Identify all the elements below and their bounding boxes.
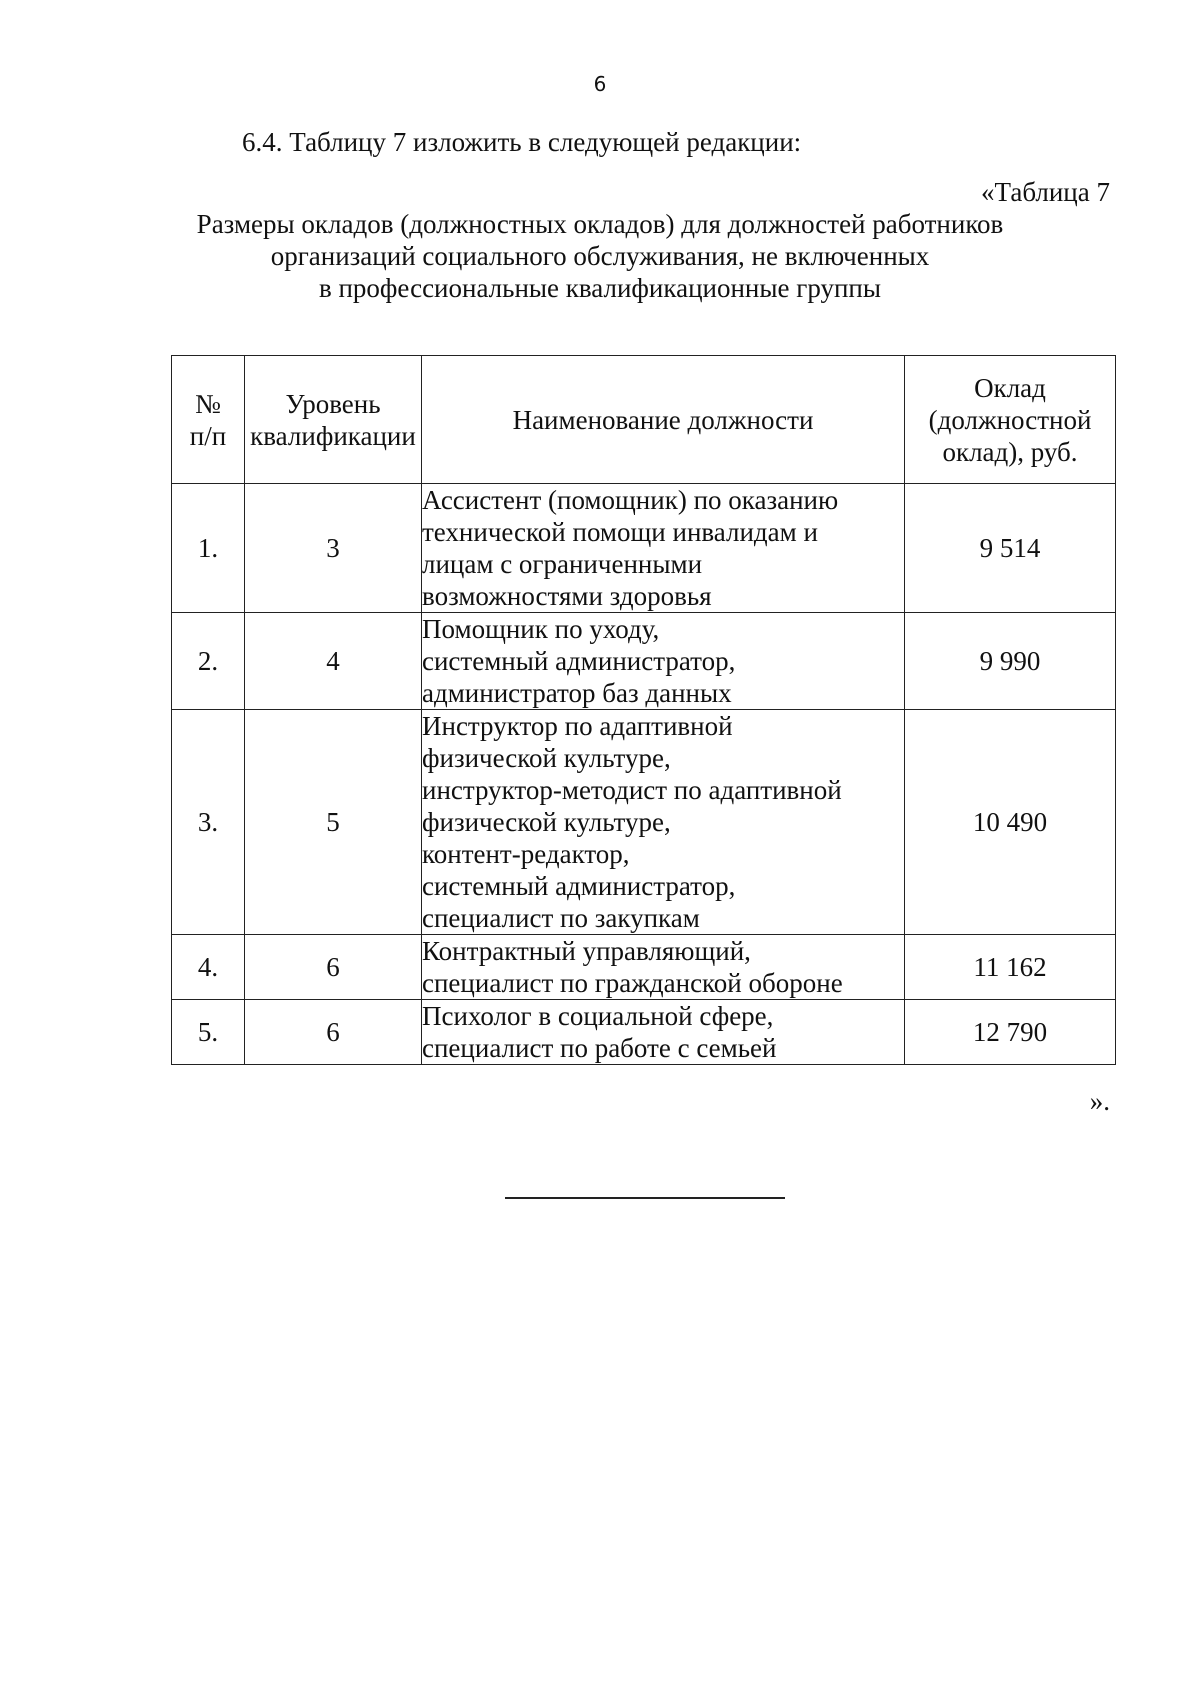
position-line: Психолог в социальной сфере,	[422, 1001, 774, 1031]
salary-value: 10 490	[905, 710, 1116, 935]
header-text: Оклад	[974, 372, 1046, 403]
caption-line: в профессиональные квалификационные группы	[318, 273, 882, 303]
table-row	[172, 935, 1116, 1000]
salary-value: 9 990	[905, 613, 1116, 710]
caption-line: Размеры окладов (должностных окладов) для должностей работников	[196, 209, 1004, 239]
table-label: «Таблица 7	[981, 177, 1110, 207]
salary-value: 11 162	[905, 935, 1116, 1000]
table-row	[172, 1000, 1116, 1065]
header-salary	[905, 356, 1116, 484]
page-number: 6	[593, 72, 607, 96]
header-text: квалификации	[250, 420, 416, 451]
position-line: возможностями здоровья	[422, 581, 712, 611]
position-line: Контрактный управляющий,	[422, 936, 751, 966]
position-name	[422, 1000, 905, 1065]
position-line: администратор баз данных	[422, 678, 732, 708]
qualification-level: 3	[245, 484, 422, 613]
table-caption	[0, 208, 1200, 304]
position-line: Ассистент (помощник) по оказанию	[422, 485, 839, 515]
row-number: 4.	[172, 935, 245, 1000]
position-line: системный администратор,	[422, 871, 736, 901]
row-number: 2.	[172, 613, 245, 710]
row-number: 1.	[172, 484, 245, 613]
end-divider	[505, 1197, 785, 1199]
salary-value: 12 790	[905, 1000, 1116, 1065]
position-name	[422, 484, 905, 613]
closing-quote: ».	[1089, 1086, 1110, 1116]
header-text: Наименование должности	[512, 404, 814, 435]
amendment-intro: 6.4. Таблицу 7 изложить в следующей редакции:	[242, 127, 802, 157]
position-name	[422, 935, 905, 1000]
position-line: специалист по гражданской обороне	[422, 968, 843, 998]
table-row	[172, 613, 1116, 710]
qualification-level: 6	[245, 1000, 422, 1065]
header-text: Уровень	[285, 388, 381, 419]
header-text: (должностной	[928, 404, 1092, 435]
position-line: системный администратор,	[422, 646, 736, 676]
position-line: контент-редактор,	[422, 839, 630, 869]
header-qualification-level	[245, 356, 422, 484]
header-number	[172, 356, 245, 484]
position-line: Помощник по уходу,	[422, 614, 660, 644]
header-text: оклад), руб.	[942, 436, 1078, 467]
header-text: п/п	[189, 420, 227, 451]
position-line: физической культуре,	[422, 743, 671, 773]
position-line: специалист по закупкам	[422, 903, 700, 933]
table-header-row	[172, 356, 1116, 484]
salary-table	[171, 355, 1116, 1065]
table-row	[172, 484, 1116, 613]
position-line: Инструктор по адаптивной	[422, 711, 733, 741]
caption-line: организаций социального обслуживания, не включенных	[270, 241, 930, 271]
position-line: инструктор-методист по адаптивной	[422, 775, 842, 805]
position-line: специалист по работе с семьей	[422, 1033, 777, 1063]
qualification-level: 4	[245, 613, 422, 710]
position-name	[422, 710, 905, 935]
row-number: 5.	[172, 1000, 245, 1065]
table-row	[172, 710, 1116, 935]
header-text: №	[195, 388, 221, 419]
row-number: 3.	[172, 710, 245, 935]
position-line: технической помощи инвалидам и	[422, 517, 818, 547]
header-position-name	[422, 356, 905, 484]
position-line: физической культуре,	[422, 807, 671, 837]
qualification-level: 6	[245, 935, 422, 1000]
salary-value: 9 514	[905, 484, 1116, 613]
position-line: лицам с ограниченными	[422, 549, 703, 579]
qualification-level: 5	[245, 710, 422, 935]
position-name	[422, 613, 905, 710]
